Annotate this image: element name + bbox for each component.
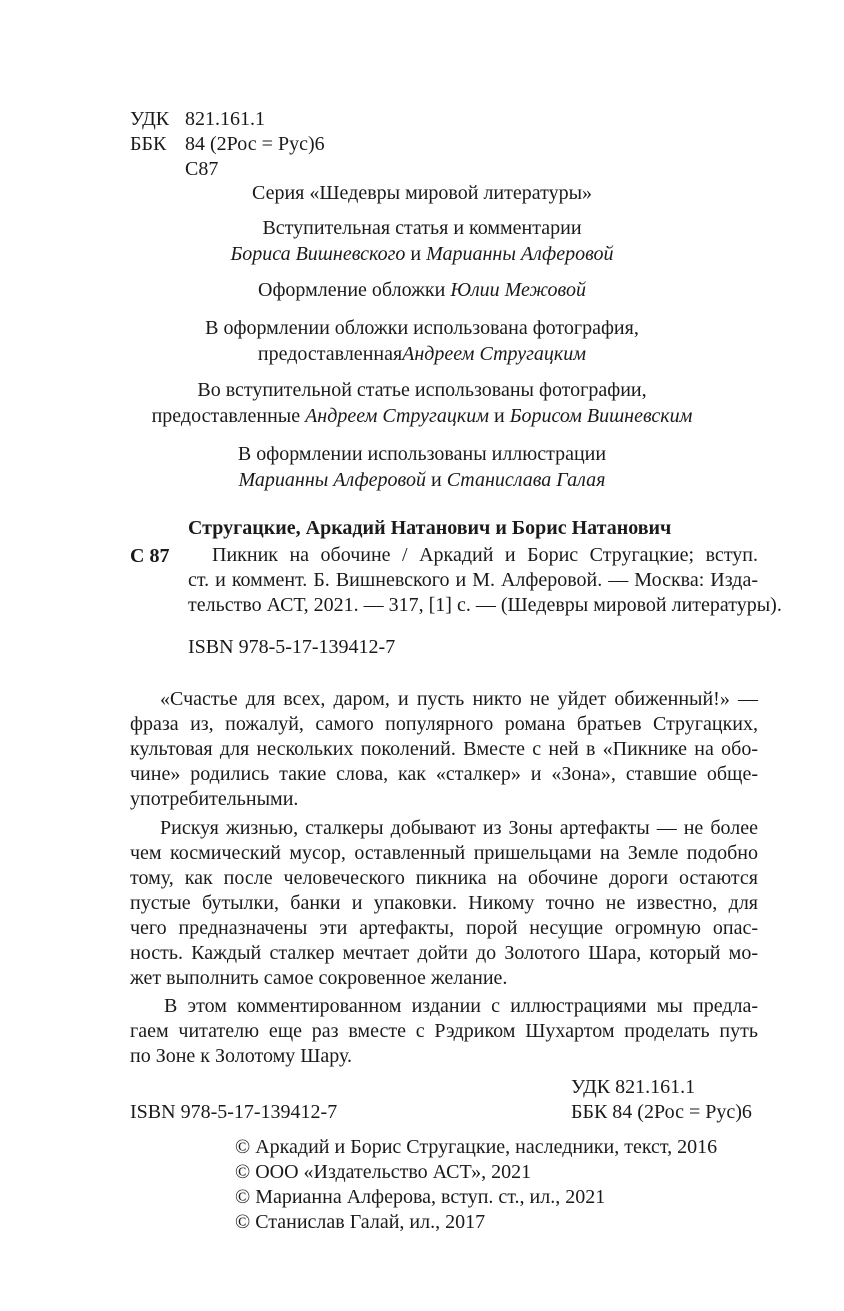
annotation-line: Рискуя жизнью, сталкеры добывают из Зоны артефакты — не более xyxy=(160,817,758,839)
udk-label: УДК xyxy=(130,108,170,130)
cover-designer-name: Юлии Межовой xyxy=(450,279,586,301)
catalog-mark: С 87 xyxy=(130,545,170,567)
copyright-line: © ООО «Издательство АСТ», 2021 xyxy=(235,1161,532,1183)
annotation-line: культовая для нескольких поколений. Вместе с ней в «Пикнике на обо- xyxy=(130,738,758,760)
cover-photo-text: предоставленная xyxy=(257,343,403,365)
annotation-line: тому, как после человеческого пикника на обочине дороги остаются xyxy=(130,867,758,889)
cover-design-text: Оформление обложки xyxy=(258,279,446,301)
udk-value: 821.161.1 xyxy=(185,108,265,130)
intro-photos-credit-line2 xyxy=(0,403,844,429)
annotation-line: «Счастье для всех, даром, и пусть никто не уйдет обиженный!» — xyxy=(160,688,758,710)
annotation-line: чине» родились такие слова, как «сталкер» и «Зона», ставшие обще- xyxy=(130,763,758,785)
bbk-label: ББК xyxy=(130,133,167,155)
annotation-line: гаем читателю еще раз вместе с Рэдриком Шухартом проделать путь xyxy=(130,1020,758,1042)
author-mark: С87 xyxy=(185,158,219,180)
illustrator-name: Марианны Алферовой xyxy=(238,469,426,491)
conjunction: и xyxy=(410,243,422,265)
series-line: Серия «Шедевры мировой литературы» xyxy=(251,182,593,204)
intro-author-name: Бориса Вишневского xyxy=(230,243,406,265)
bib-line: Пикник на обочине / Аркадий и Борис Стругацкие; вступ. xyxy=(212,544,758,566)
cover-photo-credit-line1: В оформлении обложки использована фотография, xyxy=(205,317,639,339)
cover-photo-credit-line2 xyxy=(0,341,844,367)
annotation-line: пустые бутылки, банки и упаковки. Никому точно не известно, для xyxy=(130,892,758,914)
copyright-line: © Марианна Алферова, вступ. ст., ил., 2021 xyxy=(235,1186,606,1208)
photo-provider-name: Андреем Стругацким xyxy=(402,343,587,365)
footer-bbk: ББК 84 (2Рос = Рус)6 xyxy=(571,1101,752,1123)
intro-photos-credit-line1: Во вступительной статье использованы фотографии, xyxy=(197,379,647,401)
annotation-line: ность. Каждый сталкер мечтает дойти до Золотого Шара, который мо- xyxy=(130,942,758,964)
annotation-line: В этом комментированном издании с иллюстрациями мы предла- xyxy=(164,995,758,1017)
intro-credit-line2 xyxy=(0,241,844,267)
isbn-line: ISBN 978-5-17-139412-7 xyxy=(188,636,396,658)
conjunction: и xyxy=(493,405,505,427)
intro-photos-text: предоставленные xyxy=(151,405,301,427)
bib-line: тельство АСТ, 2021. — 317, [1] с. — (Шедевры мировой литературы). xyxy=(188,594,782,616)
cover-design-credit xyxy=(0,277,844,303)
annotation-line: употребительными. xyxy=(130,788,299,810)
illustrations-credit-line2 xyxy=(0,467,844,493)
footer-udk: УДК 821.161.1 xyxy=(571,1076,696,1098)
annotation-line: жет выполнить самое сокровенное желание. xyxy=(130,967,508,989)
annotation-line: чем космический мусор, оставленный пришельцами на Земле подобно xyxy=(130,842,758,864)
photo-provider-name: Андреем Стругацким xyxy=(305,405,489,427)
intro-credit-line1: Вступительная статья и комментарии xyxy=(262,217,582,239)
copyright-line: © Аркадий и Борис Стругацкие, наследники, текст, 2016 xyxy=(235,1136,718,1158)
illustrations-credit-line1: В оформлении использованы иллюстрации xyxy=(237,443,607,465)
annotation-line: фраза из, пожалуй, самого популярного романа братьев Стругацких, xyxy=(130,713,758,735)
annotation-line: по Зоне к Золотому Шару. xyxy=(130,1045,353,1067)
photo-provider-name: Борисом Вишневским xyxy=(509,405,693,427)
conjunction: и xyxy=(430,469,442,491)
copyright-line: © Станислав Галай, ил., 2017 xyxy=(235,1211,486,1233)
footer-isbn: ISBN 978-5-17-139412-7 xyxy=(130,1101,338,1123)
intro-author-name: Марианны Алферовой xyxy=(426,243,614,265)
bbk-value: 84 (2Рос = Рус)6 xyxy=(185,133,325,155)
illustrator-name: Станислава Галая xyxy=(446,469,606,491)
annotation-line: чего предназначены эти артефакты, порой несущие огромную опас- xyxy=(130,917,758,939)
author-heading: Стругацкие, Аркадий Натанович и Борис Натанович xyxy=(188,517,672,539)
bib-line: ст. и коммент. Б. Вишневского и М. Алферовой. — Москва: Изда- xyxy=(188,569,758,591)
